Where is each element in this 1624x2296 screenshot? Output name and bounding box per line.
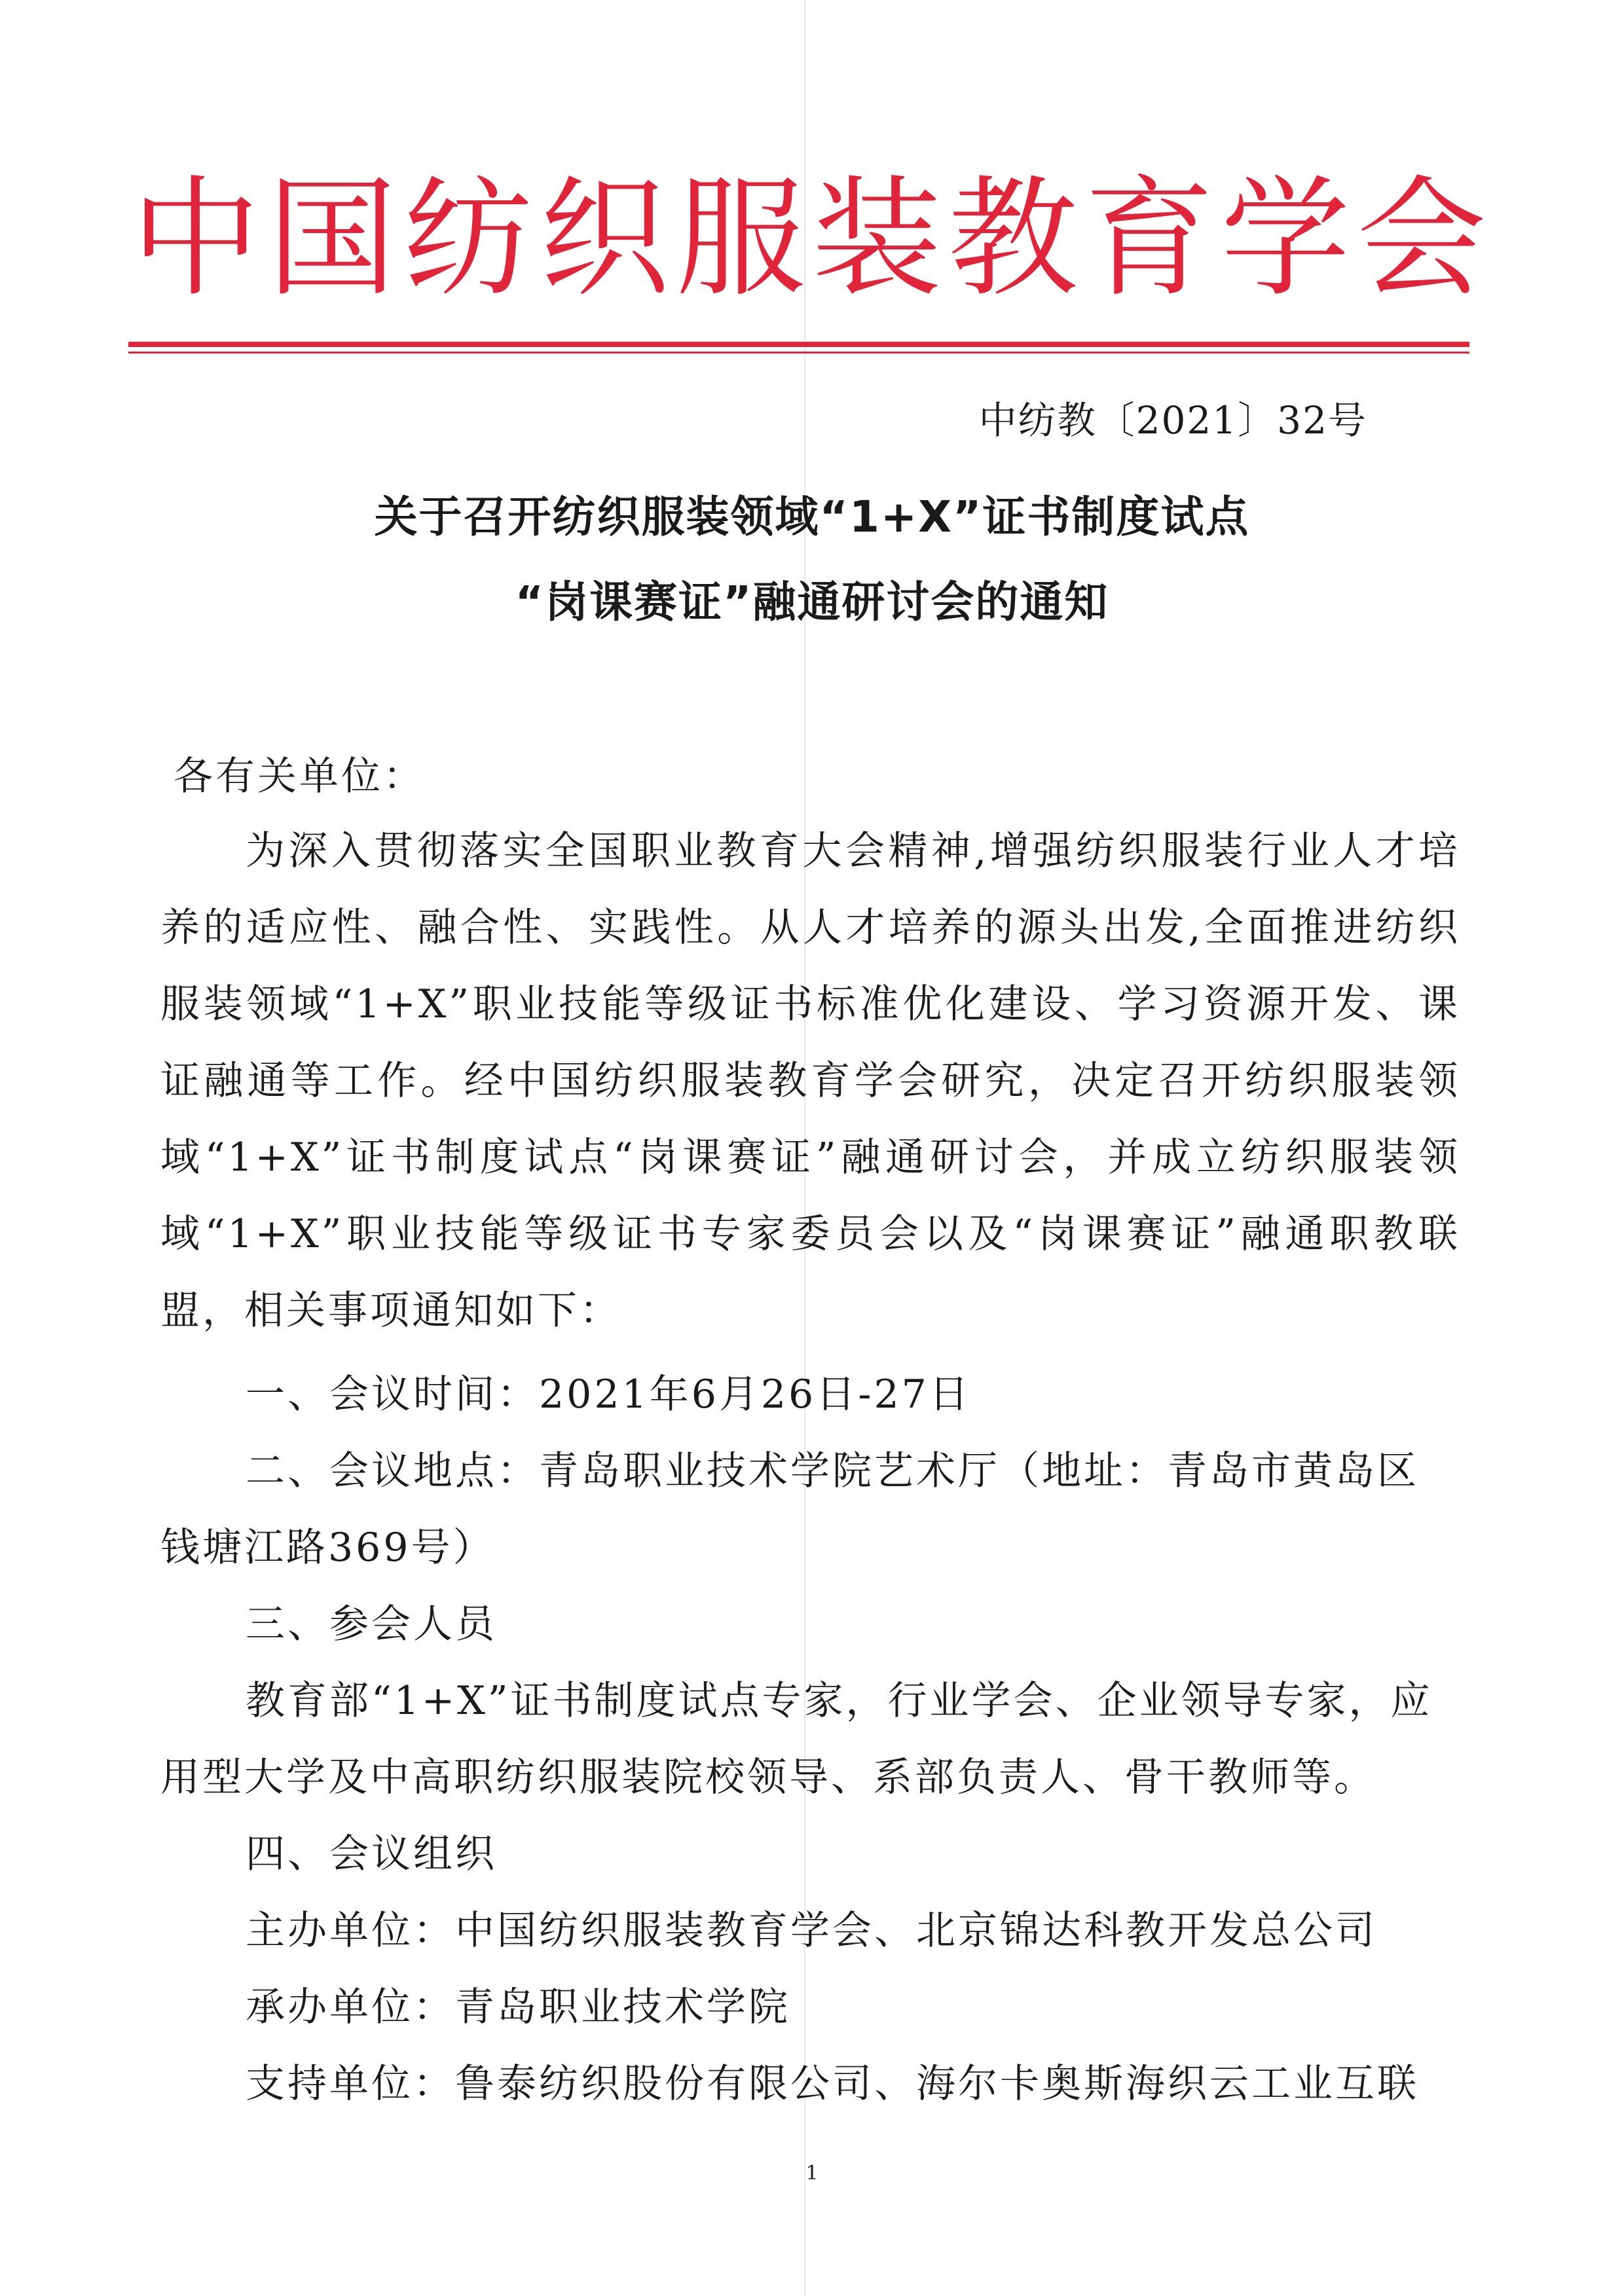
section-host-units: 主办单位：中国纺织服装教育学会、北京锦达科教开发总公司 — [246, 1908, 1377, 1954]
section-organization-heading: 四、会议组织 — [246, 1831, 497, 1877]
notice-title-line2: “岗课赛证”融通研讨会的通知 — [515, 577, 1109, 627]
notice-title-line1: 关于召开纺织服装领域“1+X”证书制度试点 — [374, 492, 1250, 542]
section-meeting-time: 一、会议时间：2021年6月26日-27日 — [246, 1372, 971, 1417]
salutation: 各有关单位： — [174, 754, 425, 799]
page-number: 1 — [805, 2162, 819, 2185]
letterhead-rule-thick — [128, 342, 1469, 347]
section-organizer-unit: 承办单位：青岛职业技术学院 — [246, 1984, 790, 2030]
intro-paragraph: 为深入贯彻落实全国职业教育大会精神,增强纺织服装行业人才培养的适应性、融合性、实践性。从人才培养的源头出发,全面推进纺织服装领域“1+X”职业技能等级证书标准优化建设、学习资源开发、课证融通等工作。经中国纺织服装教育学会研究，决定召开纺织服装领域“1+X”证书制度试点“岗课赛证”融通研讨会，并成立纺织服装领域“1+X”职业技能等级证书专家委员会以及“岗课赛证”融通职教联盟，相关事项通知如下： — [160, 828, 1460, 1334]
section-meeting-place: 二、会议地点：青岛职业技术学院艺术厅（地址：青岛市黄岛区 — [246, 1448, 1419, 1494]
section-meeting-place-cont: 钱塘江路369号） — [160, 1525, 495, 1571]
section-supporting-units: 支持单位：鲁泰纺织股份有限公司、海尔卡奥斯海织云工业互联 — [246, 2061, 1419, 2107]
letterhead-rule-thin — [128, 352, 1469, 354]
section-attendees-text-cont: 用型大学及中高职纺织服装院校领导、系部负责人、骨干教师等。 — [160, 1755, 1376, 1800]
section-attendees-heading: 三、参会人员 — [246, 1601, 497, 1647]
section-attendees-text: 教育部“1+X”证书制度试点专家，行业学会、企业领导专家，应 — [246, 1678, 1433, 1724]
letterhead-title: 中国纺织服装教育学会 — [131, 163, 1493, 314]
document-number: 中纺教〔2021〕32号 — [978, 398, 1367, 443]
